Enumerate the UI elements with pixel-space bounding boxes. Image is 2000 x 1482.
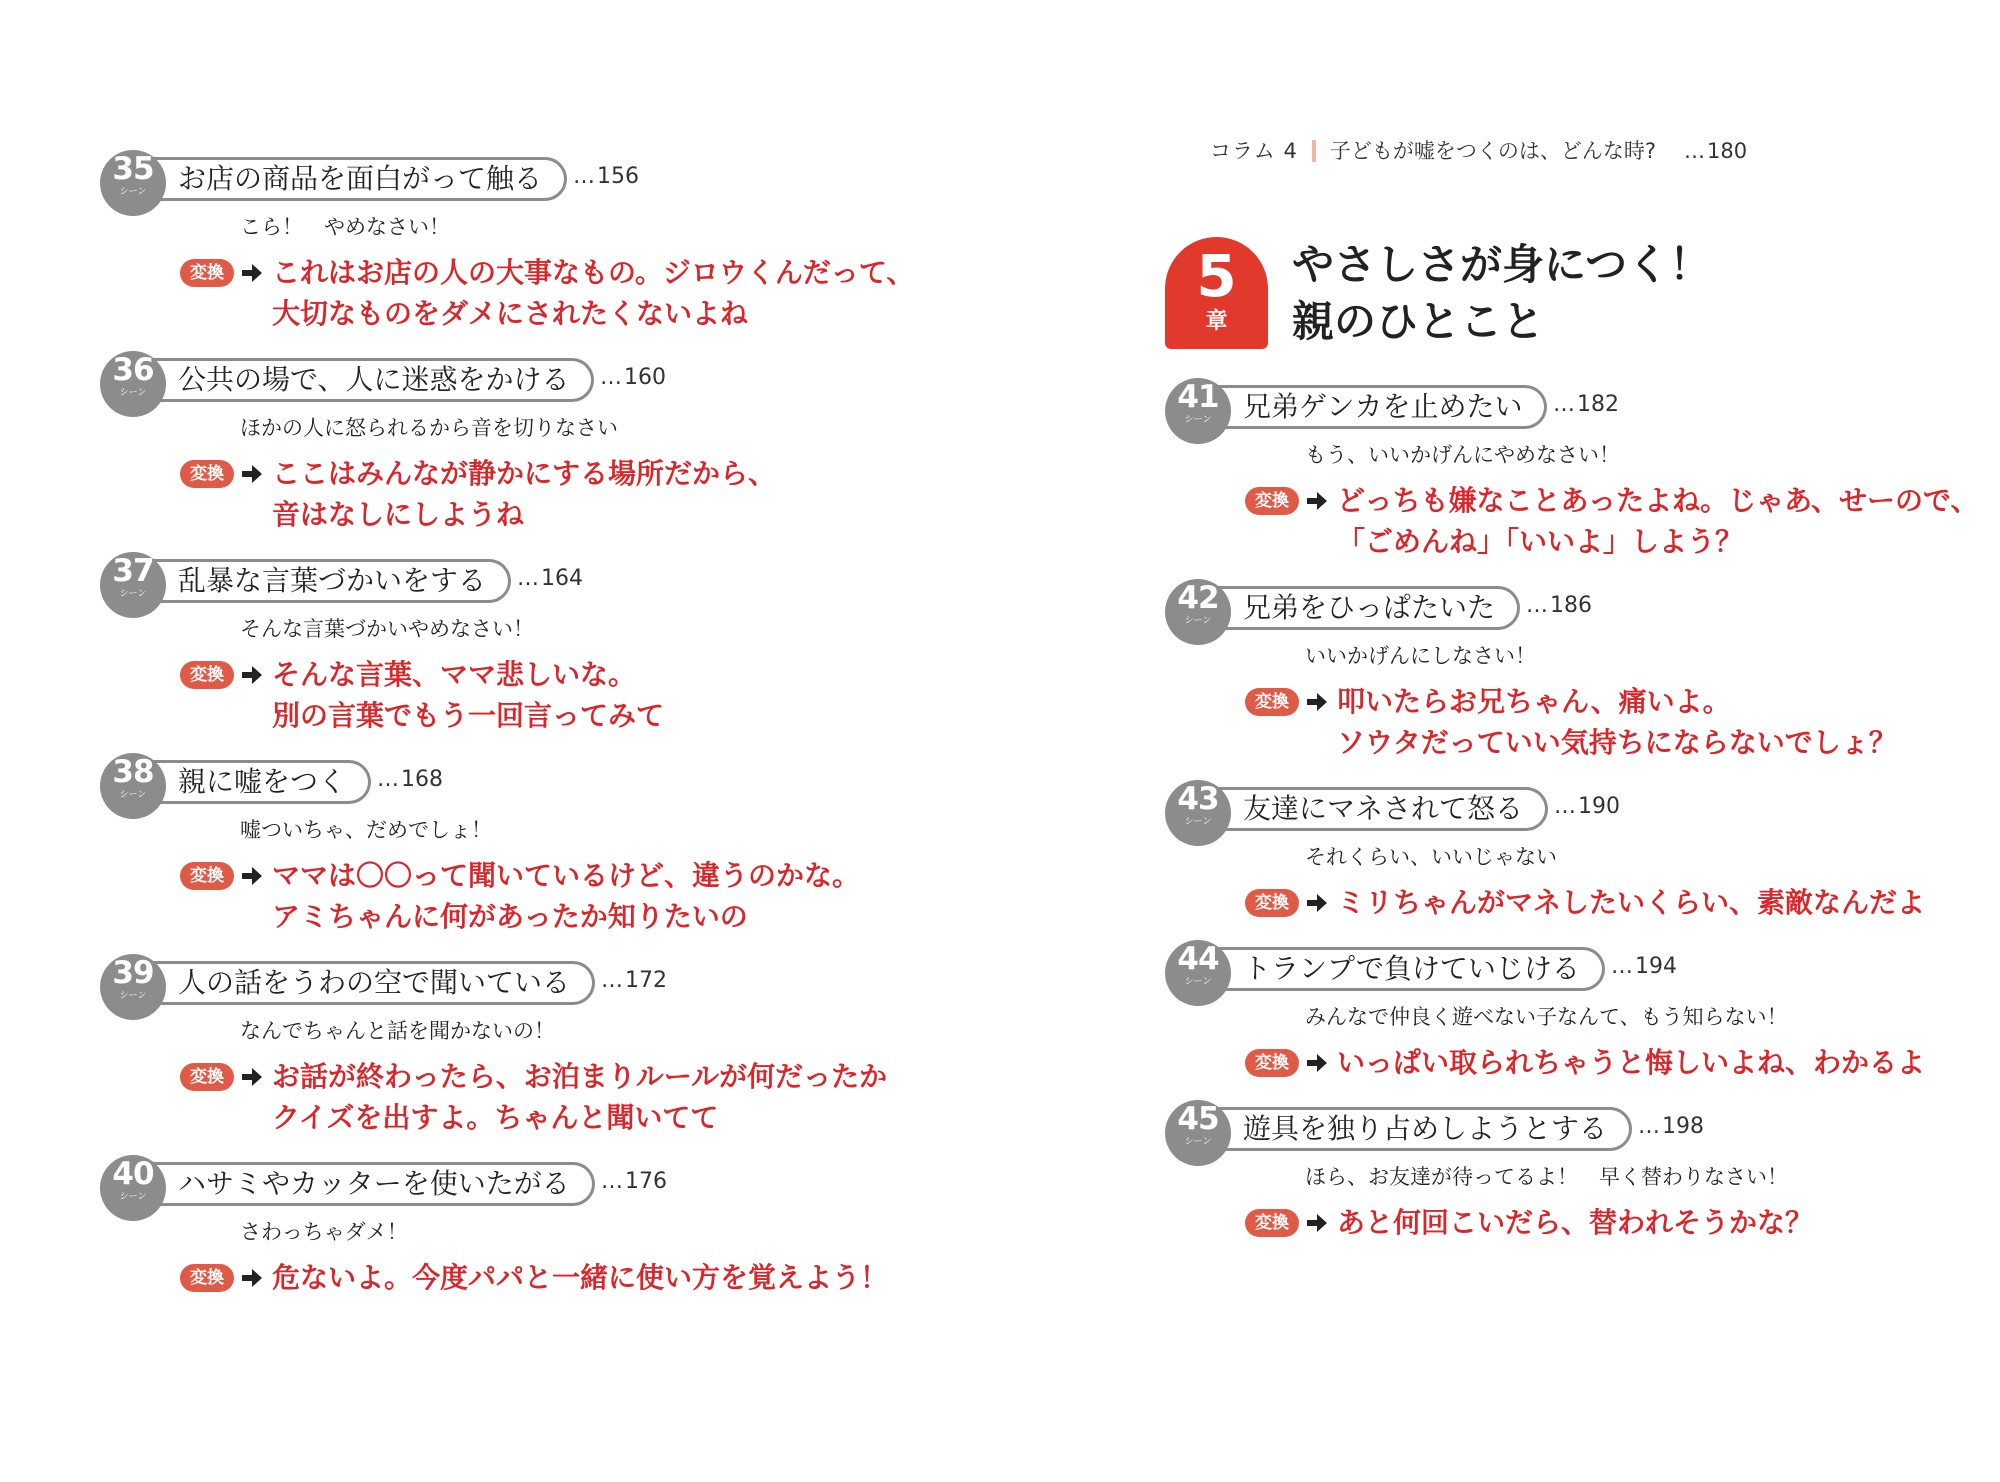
arrow-right-icon	[240, 1062, 264, 1092]
scene-title: 友達にマネされて怒る	[1243, 792, 1524, 825]
arrow-right-icon	[240, 459, 264, 489]
scene-header	[100, 1155, 960, 1215]
column-page-number: 180	[1706, 139, 1748, 163]
scene-label: シーン	[1184, 616, 1212, 626]
scene-title: 公共の場で、人に迷惑をかける	[178, 363, 570, 396]
scene-entry[interactable]	[100, 1155, 960, 1356]
scene-entry[interactable]	[1165, 940, 1965, 1083]
scene-entry[interactable]	[1165, 780, 1965, 923]
scene-label: シーン	[119, 589, 147, 599]
scene-title-box[interactable]	[140, 358, 594, 402]
scene-header	[100, 351, 960, 411]
convert-label: 変換	[1245, 1209, 1299, 1237]
before-phrase: ほら、お友達が待ってるよ！ 早く替わりなさい！	[1305, 1165, 1788, 1189]
scene-number: 36	[112, 352, 154, 388]
scene-header	[100, 150, 960, 210]
arrow-right-icon	[240, 660, 264, 690]
arrow-right-icon	[1305, 1048, 1329, 1078]
scene-number-badge	[1165, 940, 1231, 1006]
converted-phrase-line: そんな言葉、ママ悲しいな。	[272, 658, 637, 691]
scene-title-box[interactable]	[1205, 947, 1605, 991]
column-label: コラム 4	[1210, 139, 1298, 163]
scene-number: 40	[112, 1156, 154, 1192]
scene-header	[1165, 579, 1965, 639]
convert-row	[1165, 1202, 1965, 1243]
before-phrase: みんなで仲良く遊べない子なんて、もう知らない！	[1305, 1005, 1788, 1029]
page-leader-dots: …	[517, 566, 537, 591]
before-phrase: さわっちゃダメ！	[240, 1220, 408, 1244]
scene-label: シーン	[119, 187, 147, 197]
before-phrase: そんな言葉づかいやめなさい！	[240, 617, 534, 641]
scene-page-ref[interactable]	[1638, 1112, 1704, 1142]
convert-label: 変換	[1245, 1049, 1299, 1077]
scene-page-ref[interactable]	[517, 564, 583, 594]
page-leader-dots: …	[1683, 139, 1703, 163]
before-phrase: いいかげんにしなさい！	[1305, 644, 1536, 668]
scene-number-badge	[100, 552, 166, 618]
scene-entry[interactable]	[100, 150, 960, 351]
scene-page-number: 156	[597, 164, 639, 189]
scene-page-ref[interactable]	[573, 162, 639, 192]
convert-row	[100, 1056, 960, 1138]
convert-row	[1165, 480, 1979, 562]
scene-entry[interactable]	[100, 753, 960, 954]
scene-number: 42	[1177, 580, 1219, 616]
scene-title-box[interactable]	[1205, 586, 1520, 630]
scene-title: 遊具を独り占めしようとする	[1243, 1112, 1608, 1145]
convert-row	[100, 1257, 960, 1298]
convert-row	[100, 453, 960, 535]
scene-label: シーン	[119, 991, 147, 1001]
arrow-right-icon	[1305, 888, 1329, 918]
chapter-kanji: 章	[1205, 309, 1228, 334]
scene-title: 兄弟をひっぱたいた	[1243, 591, 1496, 624]
chapter-title-line-1: やさしさが身につく！	[1292, 240, 1712, 289]
scene-page-number: 172	[625, 968, 667, 993]
scene-page-number: 194	[1635, 954, 1677, 979]
convert-label: 変換	[1245, 487, 1299, 515]
page-leader-dots: …	[1553, 392, 1573, 417]
convert-label: 変換	[180, 862, 234, 890]
scene-number: 43	[1177, 781, 1219, 817]
arrow-right-icon	[1305, 486, 1329, 516]
scene-header	[1165, 1100, 1965, 1160]
scene-page-ref[interactable]	[1611, 952, 1677, 982]
arrow-right-icon	[240, 1263, 264, 1293]
scene-page-number: 168	[401, 767, 443, 792]
converted-phrase-line: クイズを出すよ。ちゃんと聞いてて	[272, 1101, 719, 1134]
arrow-right-icon	[1305, 1208, 1329, 1238]
scene-number: 41	[1177, 379, 1219, 415]
scene-page-ref[interactable]	[1554, 792, 1620, 822]
scene-page-number: 164	[541, 566, 583, 591]
converted-phrase-line: 別の言葉でもう一回言ってみて	[272, 699, 665, 732]
scene-page-number: 160	[624, 365, 666, 390]
scene-title: 人の話をうわの空で聞いている	[178, 966, 571, 999]
scene-title: 兄弟ゲンカを止めたい	[1243, 390, 1523, 423]
scene-number: 44	[1177, 941, 1219, 977]
scene-label: シーン	[1184, 817, 1212, 827]
scene-entry[interactable]	[100, 954, 960, 1155]
scene-page-ref[interactable]	[377, 765, 443, 795]
scene-page-ref[interactable]	[600, 363, 666, 393]
chapter-title-line-2: 親のひとこと	[1292, 297, 1545, 346]
convert-label: 変換	[180, 460, 234, 488]
left-page-column	[100, 150, 960, 1356]
scene-label: シーン	[1184, 977, 1212, 987]
scene-header	[100, 954, 960, 1014]
convert-row	[100, 252, 960, 334]
scene-number-badge	[1165, 378, 1231, 444]
page-leader-dots: …	[1526, 593, 1546, 618]
scene-title-box[interactable]	[1205, 385, 1547, 429]
scene-number: 45	[1177, 1101, 1219, 1137]
converted-phrase-line: ソウタだっていい気持ちにならないでしょ？	[1337, 726, 1897, 759]
before-phrase: 嘘ついちゃ、だめでしょ！	[240, 818, 492, 842]
convert-row	[1165, 882, 1965, 923]
scene-entry[interactable]	[100, 552, 960, 753]
scene-page-number: 190	[1578, 794, 1620, 819]
scene-title-box[interactable]	[140, 961, 595, 1005]
convert-row	[1165, 1042, 1965, 1083]
scene-header	[1165, 378, 1965, 438]
scene-title: ハサミやカッターを使いたがる	[178, 1167, 570, 1200]
page-leader-dots: …	[1554, 794, 1574, 819]
chapter-badge	[1165, 237, 1268, 349]
before-phrase: なんでちゃんと話を聞かないの！	[240, 1019, 555, 1043]
convert-row	[1165, 681, 1965, 763]
page-leader-dots: …	[601, 968, 621, 993]
convert-label: 変換	[180, 661, 234, 689]
scene-label: シーン	[1184, 1137, 1212, 1147]
scene-page-ref[interactable]	[1553, 390, 1619, 420]
before-phrase: それくらい、いいじゃない	[1305, 845, 1557, 869]
column-divider	[1312, 140, 1316, 162]
scene-title-box[interactable]	[1205, 787, 1548, 831]
scene-number-badge	[100, 351, 166, 417]
scene-number: 35	[112, 151, 154, 187]
scene-number: 37	[112, 553, 154, 589]
scene-title-box[interactable]	[1205, 1107, 1632, 1151]
scene-header	[100, 552, 960, 612]
scene-entry[interactable]	[1165, 579, 1965, 763]
scene-title-box[interactable]	[140, 157, 567, 201]
scene-title-box[interactable]	[140, 760, 371, 804]
column-entry[interactable]	[1210, 136, 1747, 166]
arrow-right-icon	[240, 258, 264, 288]
converted-phrase-line: ミリちゃんがマネしたいくらい、素敵なんだよ	[1337, 886, 1926, 919]
scene-entry[interactable]	[1165, 1100, 1965, 1243]
scene-header	[100, 753, 960, 813]
converted-phrase-line: 音はなしにしようね	[272, 498, 525, 531]
page-leader-dots: …	[600, 365, 620, 390]
scene-title: トランプで負けていじける	[1243, 952, 1580, 985]
scene-page-number: 176	[625, 1169, 667, 1194]
scene-title: 乱暴な言葉づかいをする	[178, 564, 487, 597]
scene-label: シーン	[1184, 415, 1212, 425]
page-leader-dots: …	[573, 164, 593, 189]
scene-title-box[interactable]	[140, 1162, 595, 1206]
converted-phrase-line: 危ないよ。今度パパと一緒に使い方を覚えよう！	[272, 1261, 889, 1294]
converted-phrase-line: いっぱい取られちゃうと悔しいよね、わかるよ	[1337, 1046, 1926, 1079]
scene-label: シーン	[119, 790, 147, 800]
scene-number-badge	[1165, 579, 1231, 645]
converted-phrase-line: あと何回こいだら、替われそうかな？	[1337, 1206, 1814, 1239]
scene-title-box[interactable]	[140, 559, 511, 603]
scene-title: 親に嘘をつく	[178, 765, 347, 798]
converted-phrase-line: 「ごめんね」「いいよ」しよう？	[1337, 525, 1744, 558]
scene-page-number: 198	[1662, 1114, 1704, 1139]
before-phrase: ほかの人に怒られるから音を切りなさい	[240, 416, 618, 440]
scene-label: シーン	[119, 388, 147, 398]
convert-label: 変換	[180, 259, 234, 287]
page-leader-dots: …	[377, 767, 397, 792]
converted-phrase-line: 叩いたらお兄ちゃん、痛いよ。	[1337, 685, 1731, 718]
arrow-right-icon	[240, 861, 264, 891]
converted-phrase-line: ここはみんなが静かにする場所だから、	[272, 457, 777, 490]
scene-number-badge	[100, 1155, 166, 1221]
scene-page-number: 186	[1550, 593, 1592, 618]
converted-phrase-line: アミちゃんに何があったか知りたいの	[272, 900, 748, 933]
scene-number-badge	[100, 954, 166, 1020]
converted-phrase-line: これはお店の人の大事なもの。ジロウくんだって、	[272, 256, 915, 289]
before-phrase: こら！ やめなさい！	[240, 215, 450, 239]
scene-number-badge	[100, 753, 166, 819]
scene-page-ref[interactable]	[1526, 591, 1592, 621]
convert-row	[100, 654, 960, 736]
page-leader-dots: …	[601, 1169, 621, 1194]
scene-number-badge	[1165, 1100, 1231, 1166]
scene-title: お店の商品を面白がって触る	[178, 162, 543, 195]
scene-entry[interactable]	[100, 351, 960, 552]
convert-label: 変換	[1245, 889, 1299, 917]
scene-page-ref[interactable]	[601, 966, 667, 996]
scene-entry[interactable]	[1165, 378, 1979, 562]
convert-label: 変換	[180, 1063, 234, 1091]
scene-header	[1165, 780, 1965, 840]
converted-phrase-line: 大切なものをダメにされたくないよね	[272, 297, 749, 330]
convert-label: 変換	[1245, 688, 1299, 716]
convert-row	[100, 855, 960, 937]
scene-number-badge	[1165, 780, 1231, 846]
scene-number-badge	[100, 150, 166, 216]
converted-phrase-line: お話が終わったら、お泊まりルールが何だったか	[272, 1060, 888, 1093]
scene-number: 38	[112, 754, 154, 790]
column-title: 子どもが嘘をつくのは、どんな時?	[1329, 139, 1656, 163]
scene-number: 39	[112, 955, 154, 991]
page-leader-dots: …	[1638, 1114, 1658, 1139]
converted-phrase-line: ママは〇〇って聞いているけど、違うのかな。	[272, 859, 861, 892]
chapter-title	[1292, 236, 1711, 350]
convert-label: 変換	[180, 1264, 234, 1292]
converted-phrase-line: どっちも嫌なことあったよね。じゃあ、せーので、	[1337, 484, 1979, 517]
scene-page-ref[interactable]	[601, 1167, 667, 1197]
scene-page-number: 182	[1577, 392, 1619, 417]
scene-header	[1165, 940, 1965, 1000]
scene-label: シーン	[119, 1192, 147, 1202]
arrow-right-icon	[1305, 687, 1329, 717]
before-phrase: もう、いいかげんにやめなさい！	[1305, 443, 1620, 467]
page-leader-dots: …	[1611, 954, 1631, 979]
chapter-number: 5	[1196, 242, 1237, 310]
